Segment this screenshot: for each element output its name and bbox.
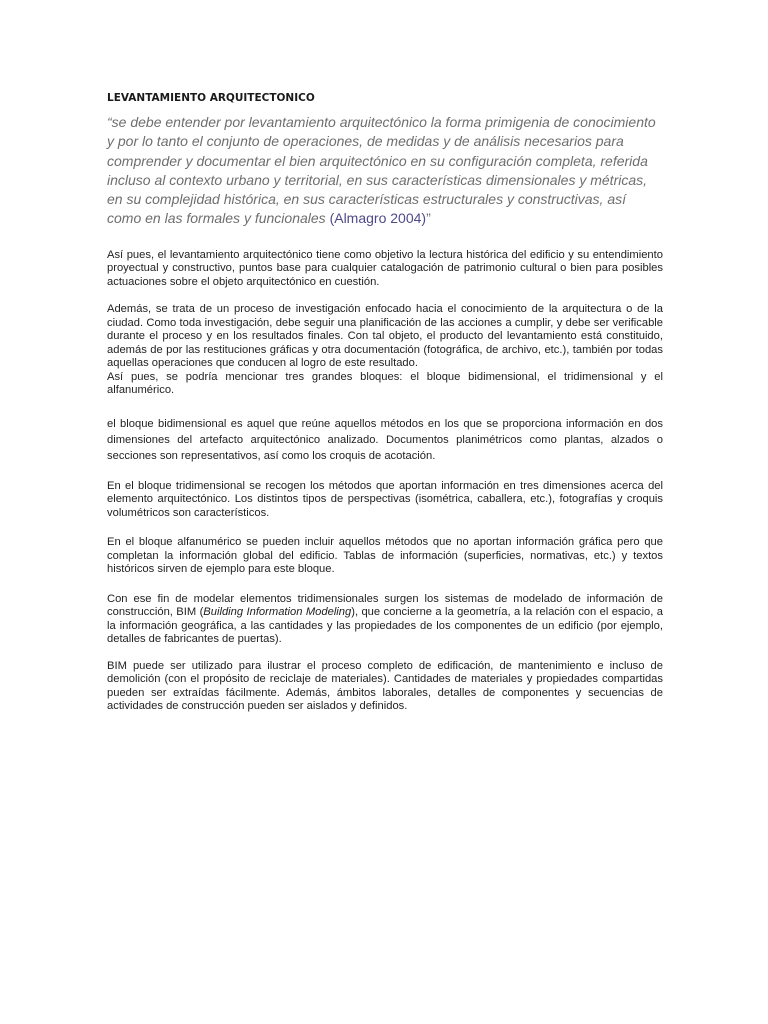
quote-text: “se debe entender por levantamiento arquitectónico la forma primigenia de conocimiento y por lo tanto el conjunto de operaciones, de medidas y de análisis necesarios para comprender y documentar el bien arquitectónico en su configuración completa, referida incluso al contexto urbano y territorial, en sus características dimensionales y métricas, en su complejidad histórica, en sus características estructurales y constructivas, así como en las formales y funcionales — [107, 114, 656, 227]
paragraph-alfanumerico: En el bloque alfanumérico se pueden incluir aquellos métodos que no aportan información gráfica pero que completan la información global del edificio. Tablas de información (superficies, normativas, etc.) y textos históricos sirven de ejemplo para este bloque. — [107, 536, 663, 576]
bim-intro-continued: ), que concierne a la geometría, a la relación con el espacio, a la información geográfica, a las cantidades y las propiedades de los componentes de un edificio (por ejemplo, detalles de fabricantes de puertas). — [107, 606, 663, 646]
bim-term: Building Information Modeling — [203, 606, 352, 619]
bim-intro-text: Con ese fin de modelar elementos tridimensionales surgen los sistemas de modelado de información de construcción, BIM ( — [107, 592, 663, 619]
quote-citation: (Almagro 2004) — [329, 210, 427, 227]
paragraph-objective: Así pues, el levantamiento arquitectónico tiene como objetivo la lectura histórica del edificio y su entendimiento proyectual y constructivo, puntos base para cualquier catalogación de patrimonio cultural o bien para posibles actuaciones sobre el objeto arquitectónico en cuestión. — [107, 248, 663, 288]
quote-closing-mark: ” — [426, 210, 431, 227]
document-title: LEVANTAMIENTO ARQUITECTONICO — [107, 92, 315, 104]
paragraph-bim-intro — [107, 593, 663, 647]
paragraph-bim-uses: BIM puede ser utilizado para ilustrar el proceso completo de edificación, de mantenimiento e incluso de demolición (con el propósito de reciclaje de materiales). Cantidades de materiales y propiedades compartidas pueden ser extraídas fácilmente. Además, ámbitos laborales, detalles de componentes y secuencias de actividades de construcción pueden ser aislados y definidos. — [107, 659, 663, 713]
definition-quote — [107, 113, 663, 229]
paragraph-tridimensional: En el bloque tridimensional se recogen los métodos que aportan información en tres dimensiones acerca del elemento arquitectónico. Los distintos tipos de perspectivas (isométrica, caballera, etc.), fotografías y croquis volumétricos son característicos. — [107, 479, 663, 519]
paragraph-bidimensional: el bloque bidimensional es aquel que reúne aquellos métodos en los que se proporciona información en dos dimensiones del artefacto arquitectónico analizado. Documentos planimétricos como plantas, alzados o secciones son representativos, así como los croquis de acotación. — [107, 417, 663, 462]
document-page — [107, 92, 663, 714]
paragraph-investigation: Además, se trata de un proceso de investigación enfocado hacia el conocimiento de la arquitectura o de la ciudad. Como toda investigación, debe seguir una planificación de las acciones a cumplir, y debe ser verificable durante el proceso y en los resultados finales. Con tal objeto, el producto del levantamiento está constituido, además de por las restituciones gráficas y otra documentación (fotográfica, de archivo, etc.), también por todas aquellas operaciones que conducen al logro de este resultado. — [107, 303, 663, 370]
paragraph-three-blocks: Así pues, se podría mencionar tres grandes bloques: el bloque bidimensional, el tridimensional y el alfanumérico. — [107, 370, 663, 397]
